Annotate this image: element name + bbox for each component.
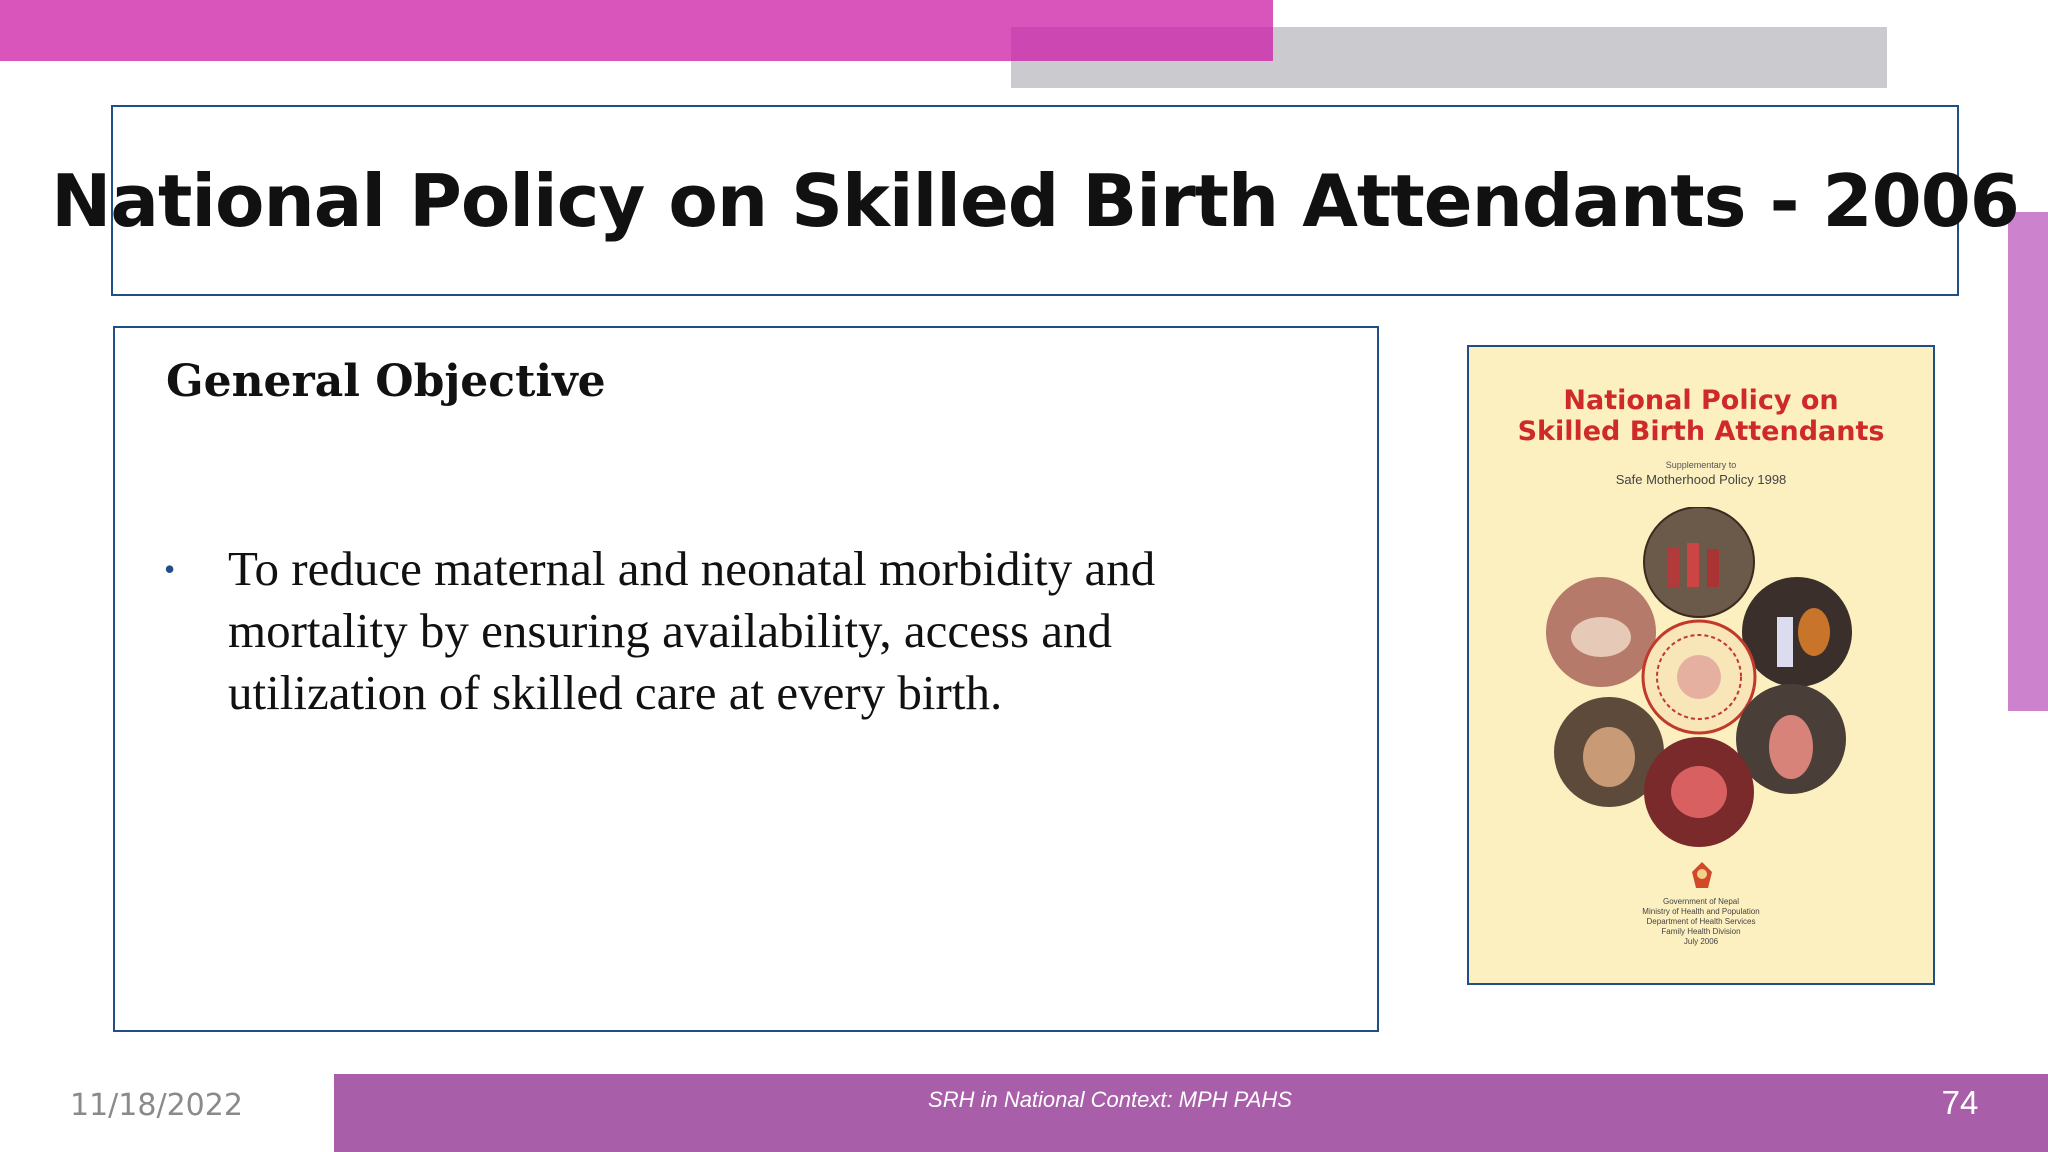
decorative-overlap-bar <box>1011 27 1273 61</box>
nepal-emblem-icon <box>1688 860 1716 892</box>
photo-circle-right <box>1742 577 1852 687</box>
cover-footer-line: Ministry of Health and Population <box>1642 907 1760 916</box>
cover-footer-line: Government of Nepal <box>1662 897 1740 906</box>
cover-footer-line: Department of Health Services <box>1646 917 1756 926</box>
cover-subtitle-small: Supplementary to <box>1665 460 1737 470</box>
cover-subtitle: Safe Motherhood Policy 1998 <box>1615 472 1787 487</box>
cover-footer-line: July 2006 <box>1683 937 1719 946</box>
bullet-dot-icon: • <box>164 551 176 587</box>
bullet-item <box>164 538 1324 724</box>
footer-band <box>334 1074 2048 1152</box>
objective-content-box <box>113 326 1379 1032</box>
slide-title: National Policy on Skilled Birth Attendants - 2006 <box>51 158 2019 243</box>
section-heading: General Objective <box>166 356 606 407</box>
cover-title-line-1: National Policy on <box>1563 385 1839 416</box>
footer-date: 11/18/2022 <box>70 1088 243 1123</box>
slide-title-box <box>51 105 2019 296</box>
cover-title <box>1469 385 1933 447</box>
cover-footer-line: Family Health Division <box>1661 927 1741 936</box>
footer-center-text: SRH in National Context: MPH PAHS <box>928 1087 1292 1112</box>
cover-photo-collage <box>1539 507 1859 847</box>
cover-title-line-2: Skilled Birth Attendants <box>1517 416 1885 447</box>
decorative-right-side-bar <box>2008 212 2048 711</box>
policy-cover-image <box>1467 345 1935 985</box>
slide-page-number: 74 <box>1941 1084 1979 1121</box>
bullet-text: To reduce maternal and neonatal morbidity and mortality by ensuring availability, access and utilization of skilled care at every birth. <box>228 541 1156 720</box>
cover-footer <box>1469 897 1933 947</box>
